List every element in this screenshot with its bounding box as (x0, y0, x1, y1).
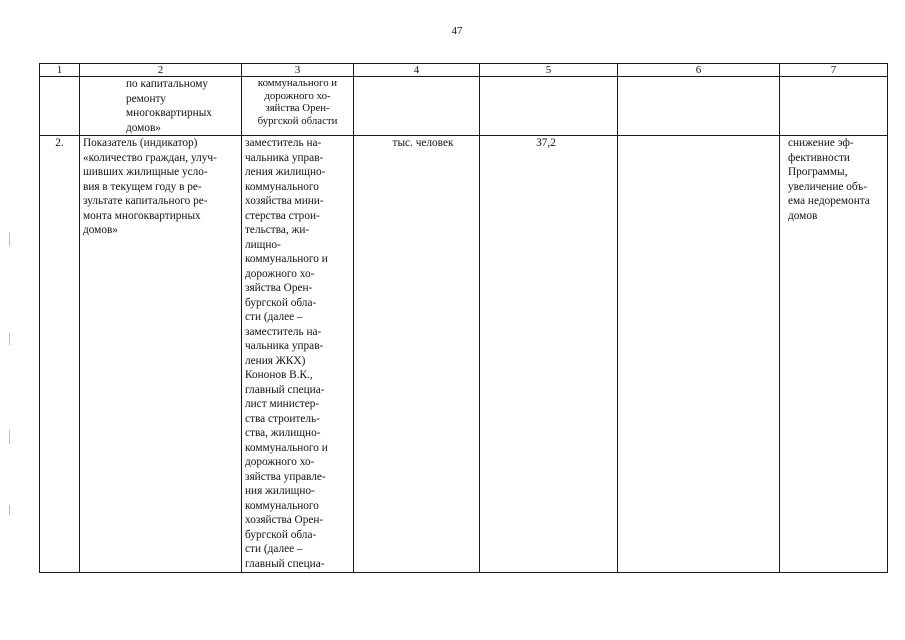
unit-cell: тыс. человек (354, 136, 480, 573)
scan-margin-mark (9, 430, 10, 444)
column-header: 4 (354, 64, 480, 77)
scan-margin-mark (9, 505, 10, 515)
column-header: 3 (242, 64, 354, 77)
table-cell: коммунального и дорожного хо- зяйства Орен- бургской области (242, 77, 354, 136)
page-number: 47 (451, 25, 463, 37)
table-cell (40, 77, 80, 136)
scan-margin-mark (9, 333, 10, 345)
table-cell (618, 77, 780, 136)
column-header: 7 (780, 64, 888, 77)
table-cell (480, 77, 618, 136)
indicator-cell: Показатель (индикатор) «количество граждан, улуч- шивших жилищные усло- вия в текущем году в ре- зультате капитального ре- монта многоквартирных домов» (80, 136, 242, 573)
value-cell: 37,2 (480, 136, 618, 573)
scan-margin-mark (9, 232, 10, 246)
column-header: 2 (80, 64, 242, 77)
row-number: 2. (40, 136, 80, 573)
table-cell (780, 77, 888, 136)
table-cell: по капитальному ремонту многоквартирных домов» (80, 77, 242, 136)
table-row-continued (40, 77, 888, 136)
column-header: 6 (618, 64, 780, 77)
table-cell (354, 77, 480, 136)
table-header-row (40, 64, 888, 77)
responsible-cell: заместитель на- чальника управ- ления жилищно- коммунального хозяйства мини- стерства строи- тельства, жи- лищно- коммунального и дорожного хо- зяйства Орен- бургской обла- сти (далее – заместитель на- чальника управ- ления ЖКХ) Кононов В.К., главный специа- лист министер- ства строитель- ства, жилищно- коммунального и дорожного хо- зяйства управле- ния жилищно- коммунального хозяйства Орен- бургской обла- сти (далее – главный специа- (242, 136, 354, 573)
column-header: 1 (40, 64, 80, 77)
document-table (39, 63, 888, 573)
consequence-cell: снижение эф- фективности Программы, увеличение объ- ема недоремонта домов (780, 136, 888, 573)
column-header: 5 (480, 64, 618, 77)
table-cell (618, 136, 780, 573)
table-row (40, 136, 888, 573)
